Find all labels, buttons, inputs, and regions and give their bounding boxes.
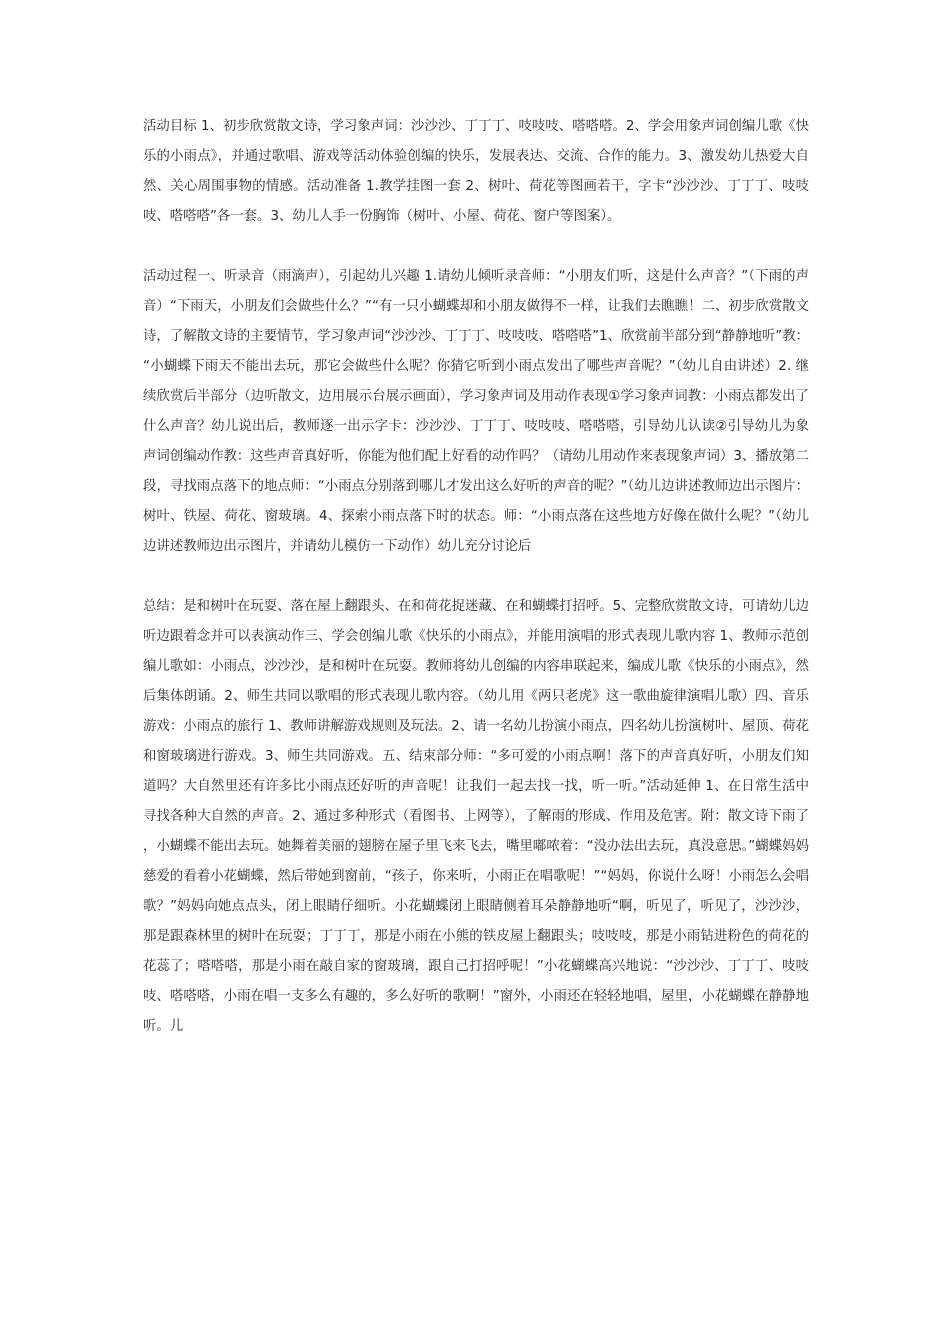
paragraph-summary-and-poem: 总结：是和树叶在玩耍、落在屋上翻跟头、在和荷花捉迷藏、在和蝴蝶打招呼。5、完整欣赏散文诗，可请幼儿边听边跟着念并可以表演动作三、学会创编儿歌《快乐的小雨点》，并能用演唱的形式表现儿歌内容 1、教师示范创编儿歌如：小雨点，沙沙沙，是和树叶在玩耍。教师将幼儿创编的内容串联起来，编成儿歌《快乐的小雨点》，然后集体朗诵。2、师生共同以歌唱的形式表现儿歌内容。（幼儿用《两只老虎》这一歌曲旋律演唱儿歌）四、音乐游戏：小雨点的旅行 1、教师讲解游戏规则及玩法。2、请一名幼儿扮演小雨点，四名幼儿扮演树叶、屋顶、荷花和窗玻璃进行游戏。3、师生共同游戏。五、结束部分师：“多可爱的小雨点啊！落下的声音真好听，小朋友们知道吗？大自然里还有许多比小雨点还好听的声音呢！让我们一起去找一找，听一听。”活动延伸 1、在日常生活中寻找各种大自然的声音。2、通过多种形式（看图书、上网等），了解雨的形成、作用及危害。附：散文诗下雨了，小蝴蝶不能出去玩。她舞着美丽的翅膀在屋子里飞来飞去，嘴里嘟哝着：“没办法出去玩，真没意思。”蝴蝶妈妈慈爱的看着小花蝴蝶，然后带她到窗前，“孩子，你来听，小雨正在唱歌呢！”“妈妈，你说什么呀！小雨怎么会唱歌？”妈妈向她点点头，闭上眼睛仔细听。小花蝴蝶闭上眼睛侧着耳朵静静地听“啊，听见了，听见了，沙沙沙，那是跟森林里的树叶在玩耍；丁丁丁，那是小雨在小熊的铁皮屋上翻跟头；吱吱吱，那是小雨钻进粉色的荷花的花蕊了；嗒嗒嗒，那是小雨在敲自家的窗玻璃，跟自己打招呼呢！”小花蝴蝶高兴地说：“沙沙沙、丁丁丁、吱吱吱、嗒嗒嗒，小雨在唱一支多么有趣的，多么好听的歌啊！”窗外，小雨还在轻轻地唱，屋里，小花蝴蝶在静静地听。儿 bbox=[143, 599, 809, 1034]
document-body bbox=[143, 112, 809, 1042]
paragraph-activity-goals: 活动目标 1、初步欣赏散文诗，学习象声词：沙沙沙、丁丁丁、吱吱吱、嗒嗒嗒。2、学会用象声词创编儿歌《快乐的小雨点》，并通过歌唱、游戏等活动体验创编的快乐，发展表达、交流、合作的能力。3、激发幼儿热爱大自然、关心周围事物的情感。活动准备 1.教学挂图一套 2、树叶、荷花等图画若干，字卡“沙沙沙、丁丁丁、吱吱吱、嗒嗒嗒”各一套。3、幼儿人手一份胸饰（树叶、小屋、荷花、窗户等图案）。 bbox=[143, 119, 809, 224]
paragraph-activity-process: 活动过程一、听录音（雨滴声），引起幼儿兴趣 1.请幼儿倾听录音师：“小朋友们听，这是什么声音？”（下雨的声音）“下雨天，小朋友们会做些什么？”“有一只小蝴蝶却和小朋友做得不一样，让我们去瞧瞧！二、初步欣赏散文诗，了解散文诗的主要情节，学习象声词“沙沙沙、丁丁丁、吱吱吱、嗒嗒嗒”1、欣赏前半部分到“静静地听”教：“小蝴蝶下雨天不能出去玩，那它会做些什么呢？你猜它听到小雨点发出了哪些声音呢？”（幼儿自由讲述）2. 继续欣赏后半部分（边听散文，边用展示台展示画面），学习象声词及用动作表现①学习象声词教：小雨点都发出了什么声音？幼儿说出后，教师逐一出示字卡：沙沙沙、丁丁丁、吱吱吱、嗒嗒嗒，引导幼儿认读②引导幼儿为象声词创编动作教：这些声音真好听，你能为他们配上好看的动作吗？（请幼儿用动作来表现象声词）3、播放第二段，寻找雨点落下的地点师：“小雨点分别落到哪儿才发出这么好听的声音的呢？”（幼儿边讲述教师边出示图片：树叶、铁屋、荷花、窗玻璃。4、探索小雨点落下时的状态。师：“小雨点落在这些地方好像在做什么呢？”（幼儿边讲述教师边出示图片，并请幼儿模仿一下动作）幼儿充分讨论后 bbox=[143, 269, 809, 554]
